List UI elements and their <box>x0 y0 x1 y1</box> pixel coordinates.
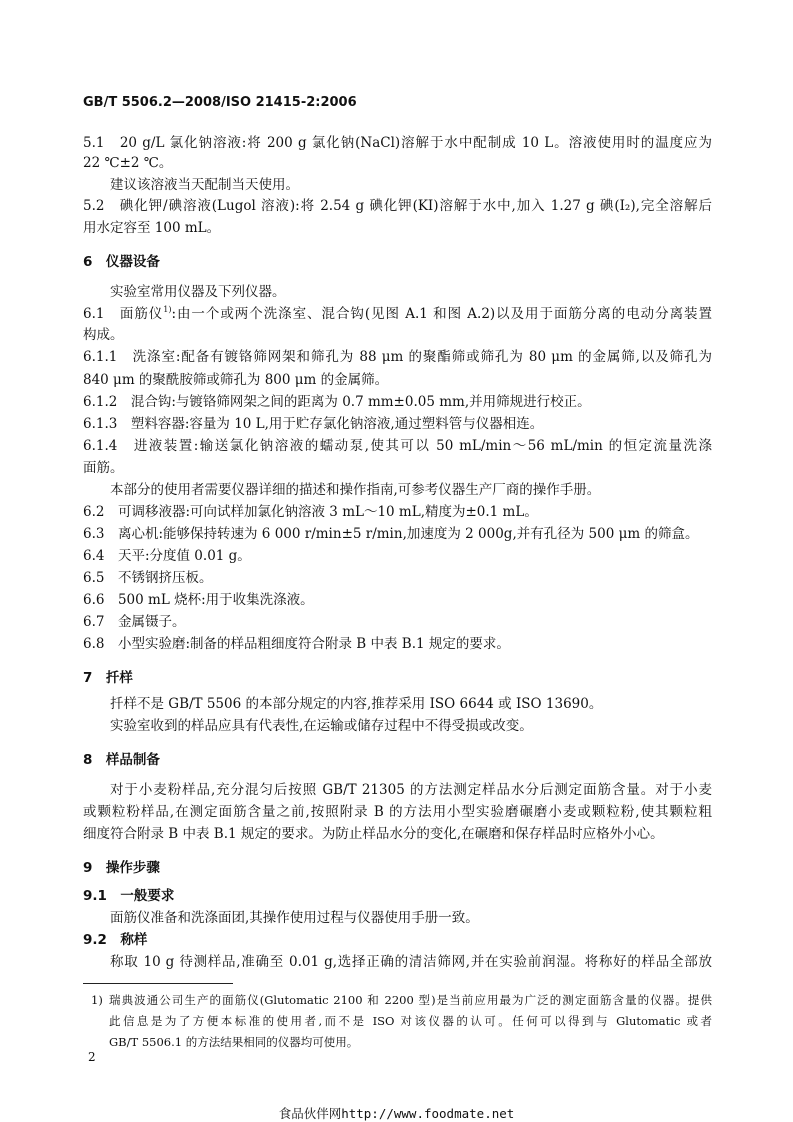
clause-9-2-heading: 9.2 称样 <box>83 932 148 948</box>
footnote-line-3: GB/T 5506.1 的方法结果相同的仪器均可使用。 <box>109 1035 359 1049</box>
section-8-line-2: 或颗粒粉样品,在测定面筋含量之前,按照附录 B 的方法用小型实验磨碾磨小麦或颗粒粉,使其颗粒粗 <box>83 804 712 820</box>
clause-6-1-4-note: 本部分的使用者需要仪器详细的描述和操作指南,可参考仪器生产厂商的操作手册。 <box>110 482 601 498</box>
clause-9-1-heading: 9.1 一般要求 <box>83 888 175 904</box>
footnote-ref: 1) <box>163 305 172 314</box>
clause-6-1 <box>83 305 712 323</box>
clause-6-4: 6.4 天平:分度值 0.01 g。 <box>83 548 251 564</box>
clause-5-2: 5.2 碘化钾/碘溶液(Lugol 溶液):将 2.54 g 碘化钾(KI)溶解于水中,加入 1.27 g 碘(I₂),完全溶解后 <box>83 198 712 214</box>
section-9-heading: 9 操作步骤 <box>83 860 160 876</box>
clause-6-1-4: 6.1.4 进液装置:输送氯化钠溶液的蠕动泵,使其可以 50 mL/min～56 mL/min 的恒定流量洗涤 <box>83 438 712 454</box>
clause-9-2-text: 称取 10 g 待测样品,准确至 0.01 g,选择正确的清洁筛网,并在实验前润湿。将称好的样品全部放 <box>110 954 712 970</box>
clause-6-1-1-cont: 840 μm 的聚酰胺筛或筛孔为 800 μm 的金属筛。 <box>83 372 389 388</box>
clause-9-1-text: 面筋仪准备和洗涤面团,其操作使用过程与仪器使用手册一致。 <box>110 910 479 926</box>
section-7-heading: 7 扦样 <box>83 670 133 686</box>
clause-6-1-1: 6.1.1 洗涤室:配备有镀铬筛网架和筛孔为 88 μm 的聚酯筛或筛孔为 80 μm 的金属筛,以及筛孔为 <box>83 349 712 365</box>
clause-6-5: 6.5 不锈钢挤压板。 <box>83 570 213 586</box>
clause-6-6: 6.6 500 mL 烧杯:用于收集洗涤液。 <box>83 592 314 608</box>
clause-5-1-cont: 22 ℃±2 ℃。 <box>83 155 173 171</box>
footnote-number: 1) <box>91 993 103 1007</box>
clause-6-1-text: :由一个或两个洗涤室、混合钩(见图 A.1 和图 A.2)以及用于面筋分离的电动分离装置 <box>171 306 712 322</box>
document-header: GB/T 5506.2—2008/ISO 21415-2:2006 <box>83 95 357 110</box>
footnote-line-2: 此信息是为了方便本标准的使用者,而不是 ISO 对该仪器的认可。任何可以得到与 Glutomatic 或者 <box>109 1014 712 1028</box>
footnote-line-1: 瑞典波通公司生产的面筋仪(Glutomatic 2100 和 2200 型)是当前应用最为广泛的测定面筋含量的仪器。提供 <box>109 993 712 1007</box>
footnote-divider <box>83 983 233 984</box>
clause-5-1-note: 建议该溶液当天配制当天使用。 <box>110 177 299 193</box>
clause-6-1-cont: 构成。 <box>83 327 124 343</box>
clause-6-2: 6.2 可调移液器:可向试样加氯化钠溶液 3 mL～10 mL,精度为±0.1 mL。 <box>83 504 538 520</box>
clause-5-2-cont: 用水定容至 100 mL。 <box>83 220 221 236</box>
clause-6-1-4-cont: 面筋。 <box>83 460 124 476</box>
section-7-para-1: 扦样不是 GB/T 5506 的本部分规定的内容,推荐采用 ISO 6644 或 ISO 13690。 <box>110 696 603 712</box>
clause-6-1-3: 6.1.3 塑料容器:容量为 10 L,用于贮存氯化钠溶液,通过塑料管与仪器相连。 <box>83 416 544 432</box>
section-8-line-1: 对于小麦粉样品,充分混匀后按照 GB/T 21305 的方法测定样品水分后测定面筋含量。对于小麦 <box>110 782 712 798</box>
section-8-heading: 8 样品制备 <box>83 752 160 768</box>
clause-6-7: 6.7 金属镊子。 <box>83 614 186 630</box>
clause-6-8: 6.8 小型实验磨:制备的样品粗细度符合附录 B 中表 B.1 规定的要求。 <box>83 636 510 652</box>
section-6-intro: 实验室常用仪器及下列仪器。 <box>110 284 286 300</box>
clause-5-1: 5.1 20 g/L 氯化钠溶液:将 200 g 氯化钠(NaCl)溶解于水中配制成 10 L。溶液使用时的温度应为 <box>83 135 712 151</box>
section-6-heading: 6 仪器设备 <box>83 254 160 270</box>
section-8-line-3: 细度符合附录 B 中表 B.1 规定的要求。为防止样品水分的变化,在碾磨和保存样品时应格外小心。 <box>83 826 664 842</box>
page-number: 2 <box>88 1050 96 1064</box>
clause-6-1-label: 6.1 面筋仪 <box>83 306 164 322</box>
section-7-para-2: 实验室收到的样品应具有代表性,在运输或储存过程中不得受损或改变。 <box>110 718 533 734</box>
clause-6-1-2: 6.1.2 混合钩:与镀铬筛网架之间的距离为 0.7 mm±0.05 mm,并用筛规进行校正。 <box>83 394 591 410</box>
clause-6-3: 6.3 离心机:能够保持转速为 6 000 r/min±5 r/min,加速度为 2 000g,并有孔径为 500 μm 的筛盒。 <box>83 526 699 542</box>
watermark-footer: 食品伙伴网http://www.foodmate.net <box>278 1106 515 1121</box>
